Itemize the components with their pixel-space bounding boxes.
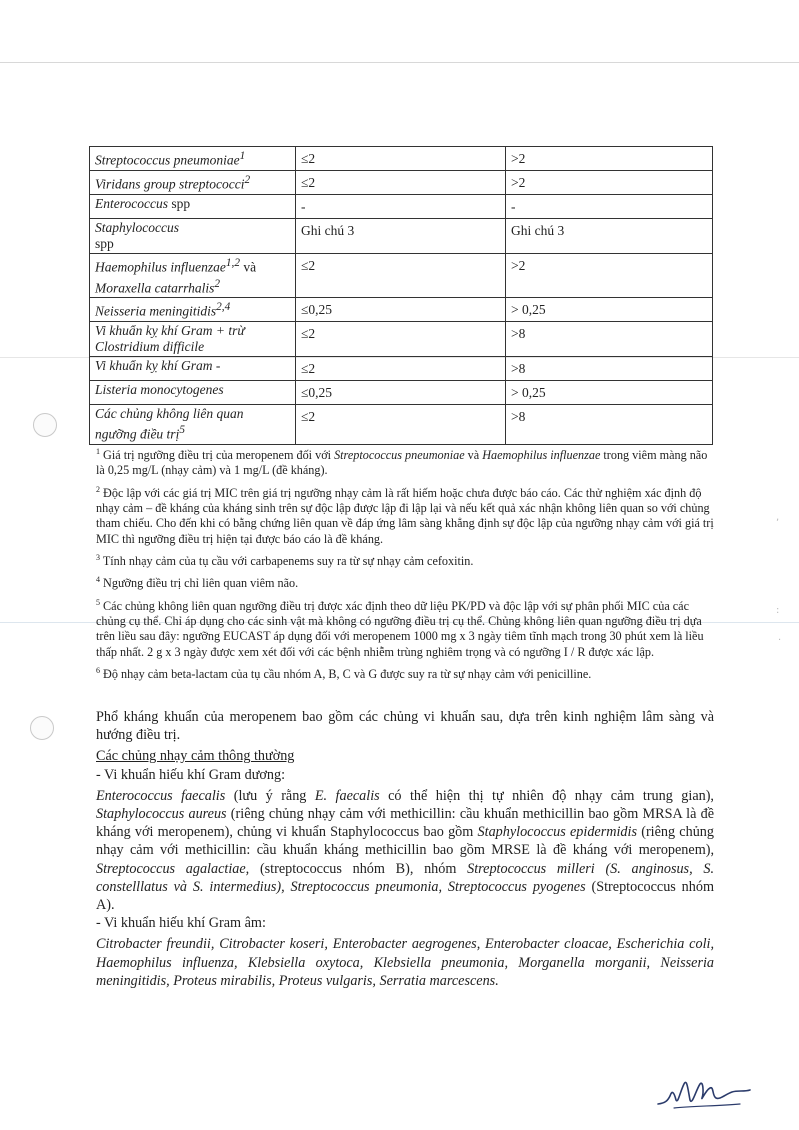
organism-cell: Staphylococcus spp [90, 219, 296, 254]
resistant-cell: Ghi chú 3 [506, 219, 713, 254]
resistant-cell: >8 [506, 322, 713, 357]
gram-negative-list: Citrobacter freundii, Citrobacter koseri, Enterobacter aegrogenes, Enterobacter cloacae, Escherichia coli, Haemophilus influenza, Klebsiella oxytoca, Klebsiella pneumonia, Morganella morganii, Neisseria meningitidis, Proteus mirabilis, Proteus vulgaris, Serratia marcescens. [96, 936, 714, 989]
gram-negative-label: - Vi khuẩn hiếu khí Gram âm: [96, 915, 266, 932]
table-row [90, 357, 713, 381]
gram-positive-list: Enterococcus faecalis (lưu ý rằng E. faecalis có thể hiện thị tự nhiên độ nhạy cảm trung gian), Staphylococcus aureus (riêng chủng nhạy cảm với methicillin: cầu khuẩn methicillin bao gồm MRSA là đề kháng với meropenem), chủng vi khuẩn Staphylococcus bao gồm Staphylococcus epidermidis (riêng chủng nhạy cảm với methicillin: cầu khuẩn kháng methicillin bao gồm MRSE là đề kháng với meropenem), Streptococcus agalactiae, (streptococcus nhóm B), nhóm Streptococcus milleri (S. anginosus, S. constelllatus và S. intermedius), Streptococcus pneumonia, Streptococcus pyogenes (Streptococcus nhóm A). [96, 787, 714, 914]
susceptible-cell: ≤0,25 [296, 298, 506, 322]
gram-positive-label: - Vi khuẩn hiếu khí Gram dương: [96, 766, 286, 783]
susceptible-cell: ≤2 [296, 171, 506, 195]
organism-cell: Vi khuẩn kỵ khí Gram + trừ Clostridium difficile [90, 322, 296, 357]
organism-cell: Listeria monocytogenes [90, 381, 296, 405]
footnote-3: $^3$ Tính nhạy cảm của tụ cầu với carbapenems suy ra từ sự nhạy cảm cefoxitin. [96, 552, 474, 568]
susceptible-cell: - [296, 195, 506, 219]
footnote-4: $^4$ Ngưỡng điều trị chỉ liên quan viêm não. [96, 575, 299, 591]
resistant-cell: >2 [506, 147, 713, 171]
edge-mark: . [778, 632, 782, 643]
edge-mark: : [776, 605, 780, 616]
organism-cell: Các chủng không liên quan ngưỡng điều trị$^5$ [90, 405, 296, 445]
punch-hole [30, 716, 54, 740]
table-row [90, 254, 713, 298]
organism-cell: Neisseria meningitidis$^{2,4}$ [90, 298, 296, 322]
organism-cell: Viridans group streptococci$^2$ [90, 171, 296, 195]
resistant-cell: > 0,25 [506, 381, 713, 405]
resistant-cell: >8 [506, 405, 713, 445]
organism-cell: Enterococcus spp [90, 195, 296, 219]
table-row [90, 298, 713, 322]
susceptible-cell: ≤2 [296, 322, 506, 357]
edge-mark: , [776, 512, 780, 523]
resistant-cell: > 0,25 [506, 298, 713, 322]
susceptible-cell: Ghi chú 3 [296, 219, 506, 254]
resistant-cell: >2 [506, 171, 713, 195]
table-row [90, 195, 713, 219]
organism-cell: Vi khuẩn kỵ khí Gram - [90, 357, 296, 381]
resistant-cell: - [506, 195, 713, 219]
signature-mark [654, 1070, 754, 1120]
spectrum-section [96, 708, 714, 990]
scan-line [0, 62, 799, 63]
intro-paragraph: Phổ kháng khuẩn của meropenem bao gồm các chủng vi khuẩn sau, dựa trên kinh nghiệm lâm sàng và hướng điều trị. [96, 709, 714, 744]
footnote-5: $^5$ Các chủng không liên quan ngưỡng điều trị được xác định theo dữ liệu PK/PD và độc lập với sự phân phối MIC của các chủng cụ thể. Chỉ áp dụng cho các sinh vật mà không có ngưỡng điều trị cụ thể. Chủng không liên quan ngưỡng điều trị dựa trên liều sau đây: ngưỡng EUCAST áp dụng đối với meropenem 1000 mg x 3 ngày tiêm tĩnh mạch trong 30 phút xem là liều thấp nhất. 2 g x 3 ngày được xem xét đối với các bệnh nhiễm trùng nghiêm trọng và có ngưỡng I / R được xác lập. [96, 597, 704, 659]
organism-cell: Streptococcus pneumoniae$^1$ [90, 147, 296, 171]
table-row [90, 322, 713, 357]
footnotes [96, 444, 714, 685]
punch-hole [33, 413, 57, 437]
footnote-6: $^6$ Độ nhạy cảm beta-lactam của tụ cầu nhóm A, B, C và G được suy ra từ sự nhạy cảm với penicilline. [96, 665, 592, 681]
susceptible-cell: ≤2 [296, 357, 506, 381]
table-row [90, 219, 713, 254]
susceptible-cell: ≤2 [296, 405, 506, 445]
organism-cell: Haemophilus influenzae$^{1,2}$ và Moraxella catarrhalis$^2$ [90, 254, 296, 298]
table-row [90, 405, 713, 445]
breakpoint-table [89, 146, 713, 445]
susceptible-cell: ≤0,25 [296, 381, 506, 405]
resistant-cell: >2 [506, 254, 713, 298]
resistant-cell: >8 [506, 357, 713, 381]
footnote-1: $^1$ Giá trị ngưỡng điều trị của meropenem đối với Streptococcus pneumoniae và Haemophilus influenzae trong viêm màng não là 0,25 mg/L (nhạy cảm) và 1 mg/L (đề kháng). [96, 447, 708, 478]
table-row [90, 381, 713, 405]
table-row [90, 171, 713, 195]
susceptible-cell: ≤2 [296, 147, 506, 171]
susceptible-cell: ≤2 [296, 254, 506, 298]
table-row [90, 147, 713, 171]
section-heading: Các chủng nhạy cảm thông thường [96, 748, 295, 765]
footnote-2: $^2$ Độc lập với các giá trị MIC trên giá trị ngưỡng nhạy cảm là rất hiếm hoặc chưa được báo cáo. Các thử nghiệm xác định độ nhạy cảm – đề kháng của kháng sinh trên sự độc lập được lập đi lập lại và nếu kết quả xác nhận không liên quan so với chủng tham chiếu. Cho đến khi có bằng chứng liên quan về đáp ứng lâm sàng khẳng định sự độc lập của ngưỡng nhạy cảm với giá trị MIC thì ngưỡng điều trị hiện tại được báo cáo là đề kháng. [96, 484, 714, 546]
